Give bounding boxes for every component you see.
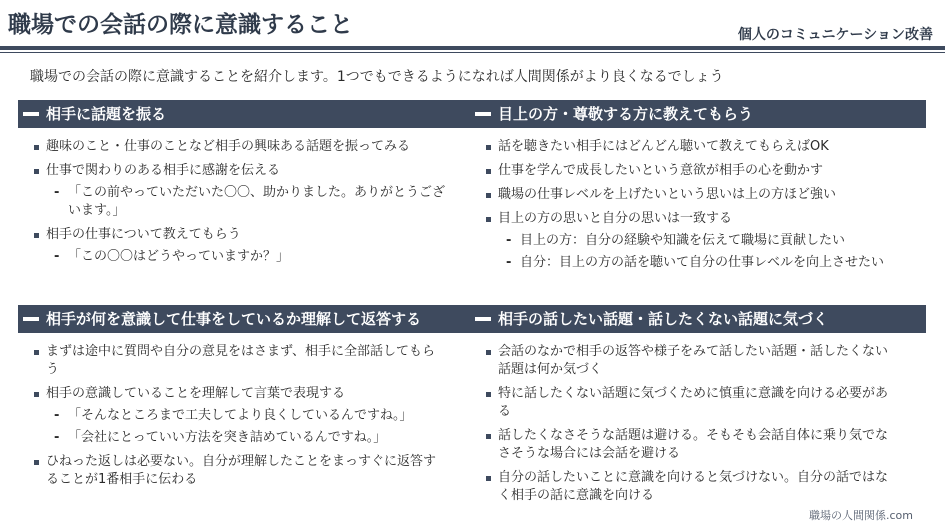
- header-dash-icon: [475, 317, 491, 321]
- list-item: まずは途中に質問や自分の意見をはさまず、相手に全部話してもらう: [32, 343, 447, 379]
- page-subtitle: 個人のコミュニケーション改善: [737, 27, 933, 43]
- page-title: 職場での会話の際に意識すること: [8, 12, 353, 38]
- sub-item-label: 自分：目上の方の話を聴いて自分の仕事レベルを向上させたい: [520, 255, 885, 270]
- section-header: [18, 100, 474, 128]
- section-items: [32, 138, 447, 266]
- intro-text: 職場での会話の際に意識することを紹介します。1つでもできるようになれば人間関係がより良くなるでしょう: [30, 69, 724, 85]
- sub-item: [46, 407, 447, 425]
- arrow-icon: -: [506, 255, 512, 270]
- list-item: 職場の仕事レベルを上げたいという思いは上の方ほど強い: [484, 186, 899, 204]
- section-header: [470, 100, 926, 128]
- sub-item-label: 「そんなところまで工夫してより良くしているんですね。」: [68, 408, 413, 423]
- arrow-icon: -: [54, 185, 60, 200]
- title-rule-thin: [0, 52, 945, 53]
- arrow-icon: -: [54, 430, 60, 445]
- section-notice-topics: [470, 305, 930, 511]
- list-item: 特に話したくない話題に気づくために慎重に意識を向ける必要がある: [484, 385, 899, 421]
- list-item: 相手の意識していることを理解して言葉で表現する: [32, 385, 447, 403]
- sub-item-label: 目上の方：自分の経験や知識を伝えて職場に貢献したい: [520, 233, 846, 248]
- section-items: [484, 138, 899, 272]
- list-item: 話したくなさそうな話題は避ける。そもそも会話自体に乗り気でなさそうな場合には会話を避ける: [484, 427, 899, 463]
- sub-item: [46, 248, 447, 266]
- list-item: 仕事を学んで成長したいという意欲が相手の心を動かす: [484, 162, 899, 180]
- section-ask-seniors: [470, 100, 930, 278]
- section-header: [18, 305, 474, 333]
- header-dash-icon: [23, 112, 39, 116]
- sub-item: [498, 254, 899, 272]
- sub-item-label: 「この前やっていただいた〇〇、助かりました。ありがとうございます。」: [68, 185, 446, 218]
- header-dash-icon: [23, 317, 39, 321]
- sub-item: [498, 232, 899, 250]
- list-item: 趣味のこと・仕事のことなど相手の興味ある話題を振ってみる: [32, 138, 447, 156]
- footer-site: 職場の人間関係.com: [809, 509, 913, 522]
- list-item: 仕事で関わりのある相手に感謝を伝える: [32, 162, 447, 180]
- list-item: 話を聴きたい相手にはどんどん聴いて教えてもらえばOK: [484, 138, 899, 156]
- sub-item: [46, 184, 447, 220]
- sub-item-label: 「会社にとっていい方法を突き詰めているんですね。」: [68, 430, 387, 445]
- arrow-icon: -: [54, 249, 60, 264]
- list-item: 相手の仕事について教えてもらう: [32, 226, 447, 244]
- section-header-label: 相手が何を意識して仕事をしているか理解して返答する: [46, 310, 422, 328]
- arrow-icon: -: [54, 408, 60, 423]
- section-header-label: 相手の話したい話題・話したくない話題に気づく: [498, 310, 829, 328]
- header-dash-icon: [475, 112, 491, 116]
- section-header-label: 目上の方・尊敬する方に教えてもらう: [498, 105, 754, 123]
- section-topic: [18, 100, 478, 272]
- section-header: [470, 305, 926, 333]
- title-rule-thick: [0, 46, 945, 50]
- section-header-label: 相手に話題を振る: [46, 105, 167, 123]
- section-items: [484, 343, 899, 505]
- section-items: [32, 343, 447, 489]
- sub-item-label: 「この〇〇はどうやっていますか？」: [68, 249, 290, 264]
- list-item: ひねった返しは必要ない。自分が理解したことをまっすぐに返答することが1番相手に伝わる: [32, 453, 447, 489]
- list-item: 会話のなかで相手の返答や様子をみて話したい話題・話したくない話題は何か気づく: [484, 343, 899, 379]
- sub-item: [46, 429, 447, 447]
- list-item: 自分の話したいことに意識を向けると気づけない。自分の話ではなく相手の話に意識を向ける: [484, 469, 899, 505]
- section-understand-reply: [18, 305, 478, 495]
- arrow-icon: -: [506, 233, 512, 248]
- list-item: 目上の方の思いと自分の思いは一致する: [484, 210, 899, 228]
